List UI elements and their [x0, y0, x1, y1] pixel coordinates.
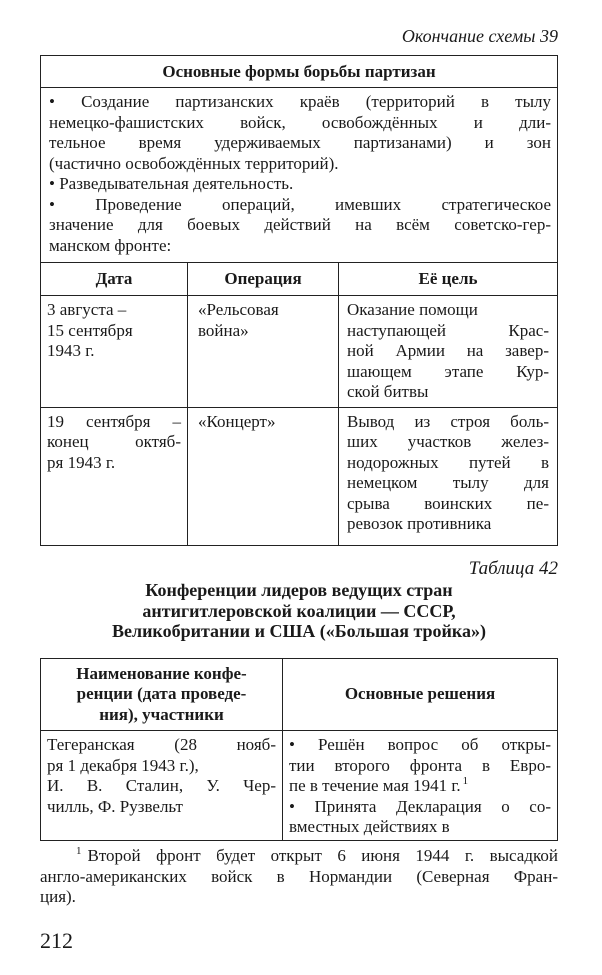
text-line: ревозок противника [347, 514, 492, 533]
text-line: Конференции лидеров ведущих стран [145, 580, 453, 600]
text-line: вместных действиях в [289, 817, 450, 836]
text-line: ря 1 декабря 1943 г.), [47, 755, 199, 775]
text-line: • Проведение операций, имевших стратегическое [49, 194, 551, 214]
table-row [41, 407, 558, 545]
footnote-text [40, 846, 558, 908]
column-header-operation: Операция [188, 263, 339, 296]
text-line: ря 1943 г. [47, 452, 116, 472]
column-header-date: Дата [41, 263, 188, 296]
text-line: Оказание помощи [347, 300, 478, 319]
cell-date [41, 296, 188, 408]
text-line: 19 сентября – [47, 411, 181, 431]
text-line: Основные решения [344, 684, 496, 704]
text-line: тельное время удерживаемых партизанами) и зон [49, 133, 551, 152]
text-line: • Решён вопрос об откры- [289, 735, 551, 754]
continuation-label: Окончание схемы 39 [401, 26, 558, 46]
footnote-mark: 1 [76, 845, 82, 858]
text-line: $^1$ Второй фронт будет открыт 6 июня 1944 г. высадкой [76, 845, 558, 865]
page-number: 212 [40, 928, 73, 953]
text-line: антигитлеровской коалиции — СССР, [142, 600, 456, 621]
text-line: Тегеранская (28 нояб- [47, 735, 276, 754]
cell-date [41, 407, 188, 545]
text-line: срыва воинских пе- [347, 493, 549, 513]
text-line: тии второго фронта в Евро- [289, 755, 551, 775]
text-line: наступающей Крас- [347, 320, 549, 340]
text-line: значение для боевых действий на всём советско-гер- [49, 215, 551, 234]
text-line: шающем этапе Кур- [347, 361, 549, 381]
text-line: ренции (дата проведе- [76, 684, 247, 704]
text-line: • Разведывательная деятельность. [49, 174, 294, 193]
text-line: конец октяб- [47, 432, 181, 451]
text-line: • Принята Декларация о со- [289, 796, 551, 816]
cell-goal [339, 407, 558, 545]
cell-decisions [283, 731, 558, 841]
footnote-reference: 1 [462, 775, 469, 788]
text-line: «Концерт» [198, 411, 276, 431]
cell-operation [188, 296, 339, 408]
text-line: 3 августа – [47, 300, 127, 319]
text-line: 15 сентября [47, 320, 133, 340]
text-line: манском фронте: [49, 235, 172, 255]
text-line: 1943 г. [47, 341, 95, 360]
text-line: немецко-фашистских войск, освобождённых и дли- [49, 112, 551, 132]
column-header-conference [41, 659, 283, 731]
column-header-goal: Её цель [339, 263, 558, 296]
text-line: война» [198, 320, 249, 340]
text-line: англо-американских войск в Нормандии (Северная Фран- [40, 866, 558, 886]
conferences-table [40, 658, 558, 841]
text-line: ния), участники [99, 704, 224, 724]
text-line: Вывод из строя боль- [347, 411, 549, 431]
text-line: немецком тылу для [347, 473, 549, 492]
cell-operation [188, 407, 339, 545]
table-label: Таблица 42 [468, 558, 558, 579]
scheme-title: Основные формы борьбы партизан [41, 56, 558, 88]
text-line: ция). [40, 887, 76, 906]
text-line: «Рельсовая [198, 300, 279, 319]
table-title [40, 580, 558, 642]
scheme-intro [41, 88, 558, 263]
column-header-decisions [283, 659, 558, 731]
cell-goal [339, 296, 558, 408]
text-line: нодорожных путей в [347, 452, 549, 472]
text-line: пе в течение мая 1941 г. $^1$ [289, 775, 469, 795]
text-line: (частично освобождённых территорий). [49, 153, 339, 173]
cell-conference [41, 731, 283, 841]
table-row [41, 296, 558, 408]
footnote [40, 846, 558, 908]
scheme-partisan-table [40, 55, 558, 546]
text-line: ской битвы [347, 382, 429, 401]
text-line: И. В. Сталин, У. Чер- [47, 776, 276, 795]
text-line: чилль, Ф. Рузвельт [47, 796, 183, 816]
text-line: • Создание партизанских краёв (территорий в тылу [49, 92, 551, 111]
text-line: ной Армии на завер- [347, 341, 549, 360]
text-line: Великобритании и США («Большая тройка») [111, 621, 487, 641]
table-row [41, 731, 558, 841]
text-line: Наименование конфе- [76, 663, 247, 683]
text-line: ших участков желез- [347, 432, 549, 451]
